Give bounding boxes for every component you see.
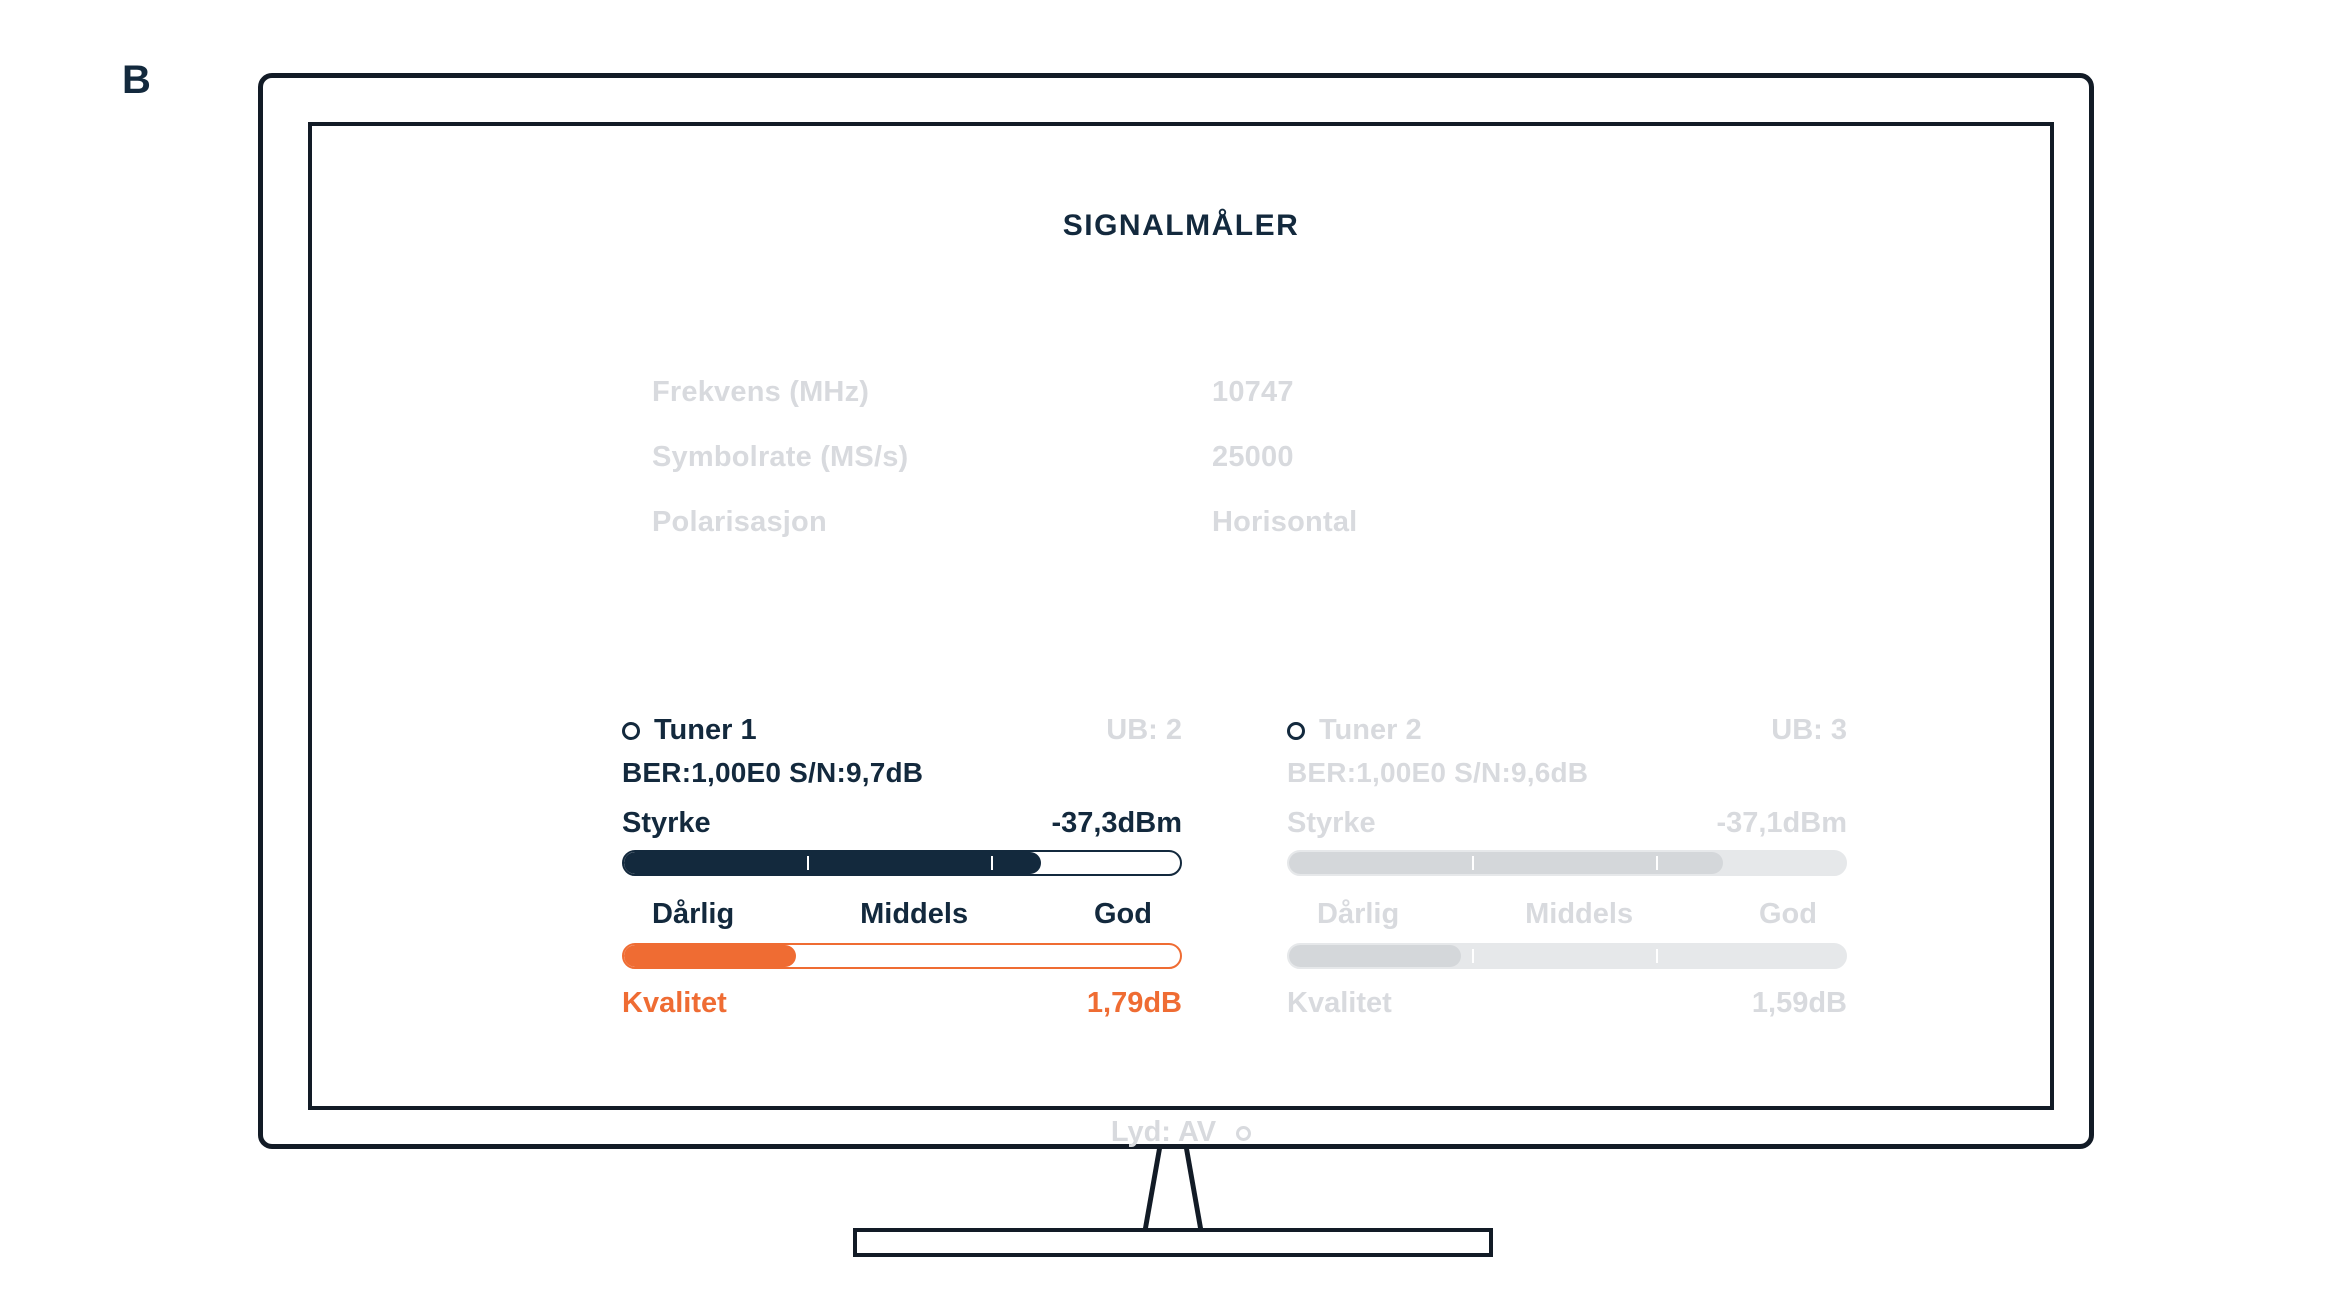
tuner-1-ub: UB: 2 xyxy=(1106,714,1182,746)
signal-info-table xyxy=(652,376,1752,571)
table-row xyxy=(652,376,1752,409)
scale-label-poor: Dårlig xyxy=(652,898,735,930)
scale-label-medium: Middels xyxy=(1525,898,1634,930)
tuner-1-quality-fill xyxy=(624,945,796,967)
symbolrate-value: 25000 xyxy=(1212,441,1294,473)
tuner-2-strength-label: Styrke xyxy=(1287,807,1376,839)
tv-stand-neck-right xyxy=(1184,1149,1205,1239)
tuner-2-strength-value: -37,1dBm xyxy=(1716,807,1847,839)
tuner-2-ub: UB: 3 xyxy=(1771,714,1847,746)
bar-tick-icon xyxy=(807,949,809,963)
tuner-2-quality-value: 1,59dB xyxy=(1751,987,1847,1019)
bar-tick-icon xyxy=(1656,856,1658,870)
tuner-1-strength-label: Styrke xyxy=(622,807,711,839)
tuner-2-ber: BER:1,00E0 S/N:9,6dB xyxy=(1287,757,1589,788)
tuner-2-panel[interactable] xyxy=(1287,714,1847,1020)
page-title: SIGNALMÅLER xyxy=(1062,209,1300,242)
tuner-1-scale xyxy=(652,898,1152,931)
tuner-1-strength-bar xyxy=(622,850,1182,876)
scale-label-good: God xyxy=(1094,898,1152,930)
polarisation-value: Horisontal xyxy=(1212,506,1358,538)
tuner-2-scale xyxy=(1317,898,1817,931)
tuner-2-quality-fill xyxy=(1289,945,1461,967)
bar-tick-icon xyxy=(1472,856,1474,870)
tuner-2-name: Tuner 2 xyxy=(1319,714,1422,746)
symbolrate-label: Symbolrate (MS/s) xyxy=(652,441,909,473)
tuner-1-quality-row xyxy=(622,987,1182,1020)
audio-status xyxy=(312,1116,2050,1149)
bar-tick-icon xyxy=(807,856,809,870)
tuner-1-ber: BER:1,00E0 S/N:9,7dB xyxy=(622,757,924,788)
frequency-value: 10747 xyxy=(1212,376,1294,408)
tuner-1-strength-fill xyxy=(624,852,1041,874)
bar-tick-icon xyxy=(1472,949,1474,963)
tuner-2-header[interactable] xyxy=(1287,714,1847,747)
radio-button-icon[interactable] xyxy=(622,722,640,740)
tuner-1-quality-label: Kvalitet xyxy=(622,987,727,1019)
tuner-1-quality-value: 1,79dB xyxy=(1086,987,1182,1019)
radio-button-icon[interactable] xyxy=(1287,722,1305,740)
polarisation-label: Polarisasjon xyxy=(652,506,827,538)
bar-tick-icon xyxy=(991,856,993,870)
tuner-1-strength-value: -37,3dBm xyxy=(1051,807,1182,839)
tuner-1-quality-bar xyxy=(622,943,1182,969)
frequency-label: Frekvens (MHz) xyxy=(652,376,870,408)
panel-letter: B xyxy=(122,58,152,102)
scale-label-good: God xyxy=(1759,898,1817,930)
tuner-2-quality-label: Kvalitet xyxy=(1287,987,1392,1019)
table-row xyxy=(652,441,1752,474)
tuner-2-strength-bar xyxy=(1287,850,1847,876)
scale-label-poor: Dårlig xyxy=(1317,898,1400,930)
bar-tick-icon xyxy=(991,949,993,963)
tv-frame xyxy=(258,73,2094,1149)
tv-stand-neck-left xyxy=(1141,1149,1162,1239)
tuner-panels xyxy=(312,714,2050,1020)
bar-tick-icon xyxy=(1656,949,1658,963)
tuner-1-strength-row xyxy=(622,807,1182,840)
tuner-1-header[interactable] xyxy=(622,714,1182,747)
tv-screen xyxy=(308,122,2054,1148)
scale-label-medium: Middels xyxy=(860,898,969,930)
table-row xyxy=(652,506,1752,539)
tuner-2-quality-row xyxy=(1287,987,1847,1020)
tuner-1-panel[interactable] xyxy=(622,714,1182,1020)
audio-toggle-icon[interactable] xyxy=(1236,1126,1251,1141)
tuner-2-strength-row xyxy=(1287,807,1847,840)
audio-label: Lyd: AV xyxy=(1110,1116,1217,1148)
tv-stand-base xyxy=(853,1228,1493,1257)
tuner-2-quality-bar xyxy=(1287,943,1847,969)
tuner-1-name: Tuner 1 xyxy=(654,714,757,746)
